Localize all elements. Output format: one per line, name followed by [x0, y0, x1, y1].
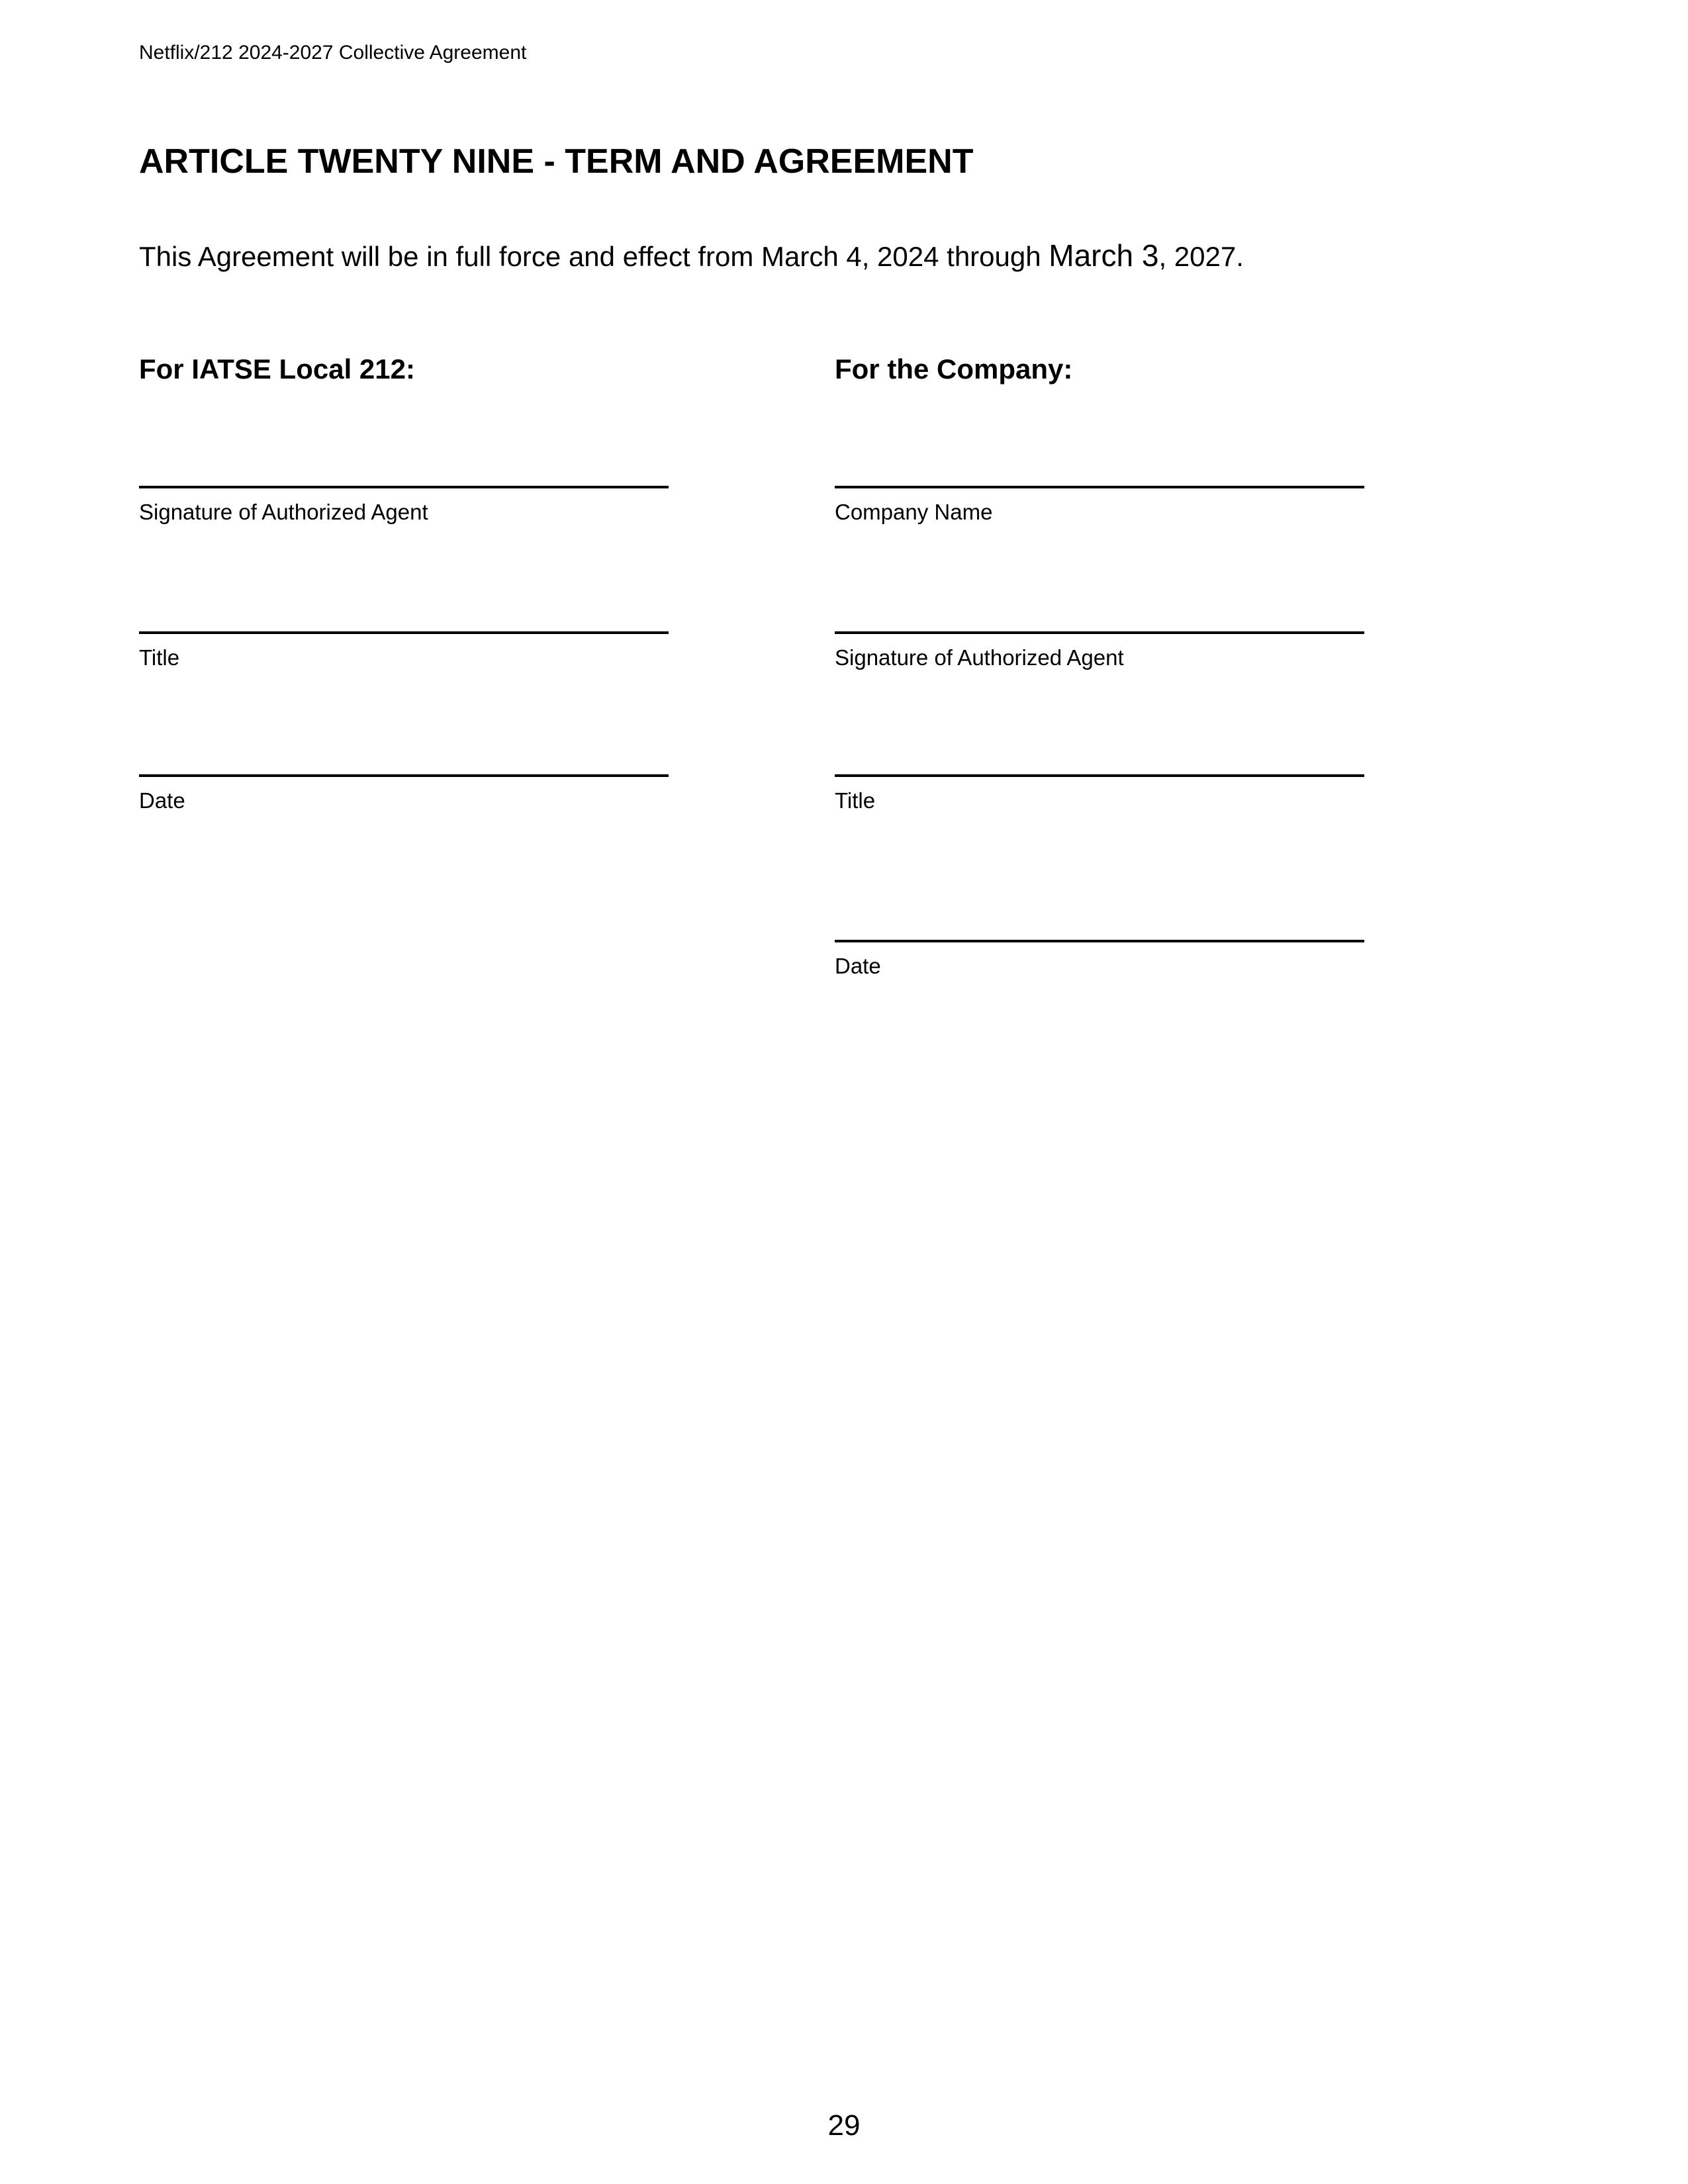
company-party-heading: For the Company:	[835, 353, 1073, 385]
page-number: 29	[827, 2109, 861, 2142]
company-signature-field[interactable]	[835, 631, 1364, 671]
company-title-label: Title	[835, 788, 876, 813]
company-date-label: Date	[835, 954, 881, 978]
company-signature-label: Signature of Authorized Agent	[835, 645, 1124, 670]
signature-line[interactable]	[139, 486, 669, 488]
signature-line[interactable]	[835, 631, 1364, 634]
union-date-field[interactable]	[139, 774, 669, 814]
company-name-label: Company Name	[835, 500, 993, 524]
union-party-heading: For IATSE Local 212:	[139, 353, 415, 385]
running-header: Netflix/212 2024-2027 Collective Agreement	[139, 42, 527, 64]
signature-line[interactable]	[835, 774, 1364, 777]
company-name-field[interactable]	[835, 486, 1364, 525]
signature-line[interactable]	[835, 486, 1364, 488]
company-date-field[interactable]	[835, 940, 1364, 979]
term-text-date: March 3	[1049, 238, 1159, 273]
article-heading: ARTICLE TWENTY NINE - TERM AND AGREEMENT	[139, 142, 974, 181]
term-text-part2: , 2027.	[1158, 241, 1244, 272]
union-signature-field[interactable]	[139, 486, 669, 525]
union-date-label: Date	[139, 788, 185, 813]
signature-line[interactable]	[139, 631, 669, 634]
company-title-field[interactable]	[835, 774, 1364, 814]
signature-line[interactable]	[835, 940, 1364, 942]
signature-line[interactable]	[139, 774, 669, 777]
term-statement	[139, 237, 1244, 275]
term-text-part1: This Agreement will be in full force and effect from March 4, 2024 through	[139, 241, 1049, 272]
union-title-field[interactable]	[139, 631, 669, 671]
union-signature-label: Signature of Authorized Agent	[139, 500, 428, 524]
union-title-label: Title	[139, 645, 180, 670]
